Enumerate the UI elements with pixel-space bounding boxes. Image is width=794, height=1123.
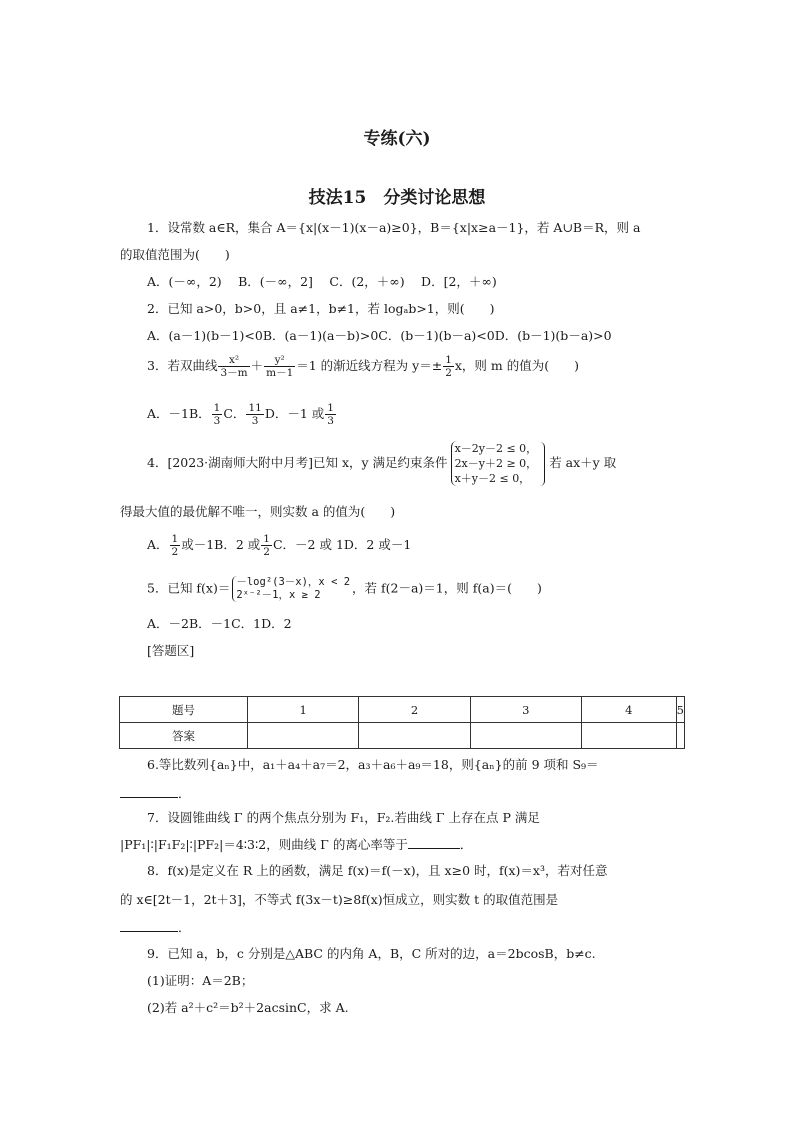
q3-fraction-half-den: 2: [445, 367, 452, 379]
q4-stem: [147, 441, 616, 486]
q3-prefix: 3．若双曲线: [147, 358, 218, 373]
q2-options: A．(a－1)(b－1)<0B．(a－1)(a－b)>0C．(b－1)(b－a)<0D．(b－1)(b－a)>0: [147, 328, 612, 343]
q3-fraction-x: [218, 354, 249, 379]
q3-opt-d-den: 3: [327, 415, 334, 427]
q2-stem: 2．已知 a>0，b>0，且 a≠1，b≠1，若 logₐb>1，则( ): [147, 301, 495, 316]
answer-table-header-cell: 2: [359, 697, 470, 723]
q9-part-2: (2)若 a²＋c²＝b²＋2acsinC，求 A.: [147, 1000, 349, 1015]
q5-piece-1: －log²(3－x)，x < 2: [236, 576, 351, 588]
q4-prefix: 4．[2023·湖南师大附中月考]已知 x，y 满足约束条件: [147, 455, 448, 470]
q3-suffix: x，则 m 的值为( ): [454, 358, 579, 373]
q4-opt-a-fraction: [170, 533, 181, 558]
q5-prefix: 5．已知 f(x)＝: [147, 580, 231, 596]
answer-table-header-cell: 5: [676, 697, 684, 723]
q5-stem: [147, 576, 542, 602]
q3-mid: ＝1 的渐近线方程为 y＝±: [296, 358, 443, 373]
q3-fraction-y: [264, 354, 295, 379]
q4-brace-right: [540, 442, 545, 486]
answer-cell-1[interactable]: [248, 723, 359, 749]
q4-opt-a-den: 2: [171, 546, 179, 558]
q8-period: ．: [178, 920, 191, 935]
q3-opt-b-num: 1: [213, 402, 221, 414]
q6-stem-line1: 6.等比数列{aₙ}中，a₁＋a₄＋a₇＝2，a₃＋a₆＋a₉＝18，则{aₙ}的前 9 项和 S₉＝: [147, 757, 599, 772]
answer-cell-2[interactable]: [359, 723, 470, 749]
q4-stem-line2: 得最大值的最优解不唯一，则实数 a 的值为( ): [120, 504, 396, 519]
q1-stem-line2: 的取值范围为( ): [120, 247, 230, 262]
q4-opt-a: A．: [147, 537, 169, 552]
q1-stem-line1: 1．设常数 a∈R，集合 A＝{x|(x－1)(x－a)≥0}，B＝{x|x≥a－1}，若 A∪B＝R，则 a: [147, 220, 641, 235]
q5-suffix: ，若 f(2－a)＝1，则 f(a)＝( ): [352, 580, 542, 596]
q5-options: A．－2B．－1C．1D．2: [147, 616, 292, 631]
q3-opt-c: C．: [223, 406, 246, 421]
q4-constraint-1: x－2y－2 ≤ 0，: [454, 442, 538, 455]
q3-plus: ＋: [250, 358, 264, 373]
q4-opt-b: 或－1B．2 或: [181, 537, 261, 552]
q3-opt-c-den: 3: [251, 415, 259, 427]
q3-opt-a: A．－1B．: [147, 406, 211, 421]
q8-stem-line3: [120, 919, 191, 936]
q3-fraction-half-num: 1: [445, 354, 452, 366]
q4-options: [147, 533, 411, 558]
q6-stem-line2: [120, 785, 191, 802]
q3-stem: [147, 354, 579, 379]
q4-opt-a-num: 1: [171, 533, 179, 545]
answer-table-header-cell: 4: [581, 697, 676, 723]
answer-cell-3[interactable]: [470, 723, 581, 749]
q3-options: [147, 402, 337, 427]
q6-answer-blank[interactable]: [120, 785, 178, 798]
q3-opt-d-num: 1: [327, 402, 334, 414]
q3-opt-b-den: 3: [213, 415, 221, 427]
q4-suffix: 若 ax＋y 取: [549, 455, 617, 470]
q5-piecewise: [232, 576, 350, 602]
answer-table-header-row: [120, 697, 685, 723]
q7-stem-line2: [120, 836, 472, 853]
q4-constraint-system: [451, 441, 538, 486]
q3-fraction-half: [443, 354, 454, 379]
q7-stem-line1: 7．设圆锥曲线 Γ 的两个焦点分别为 F₁，F₂.若曲线 Γ 上存在点 P 满足: [147, 810, 540, 825]
q7-line2-text: |PF₁|∶|F₁F₂|∶|PF₂|＝4∶3∶2，则曲线 Γ 的离心率等于: [120, 837, 408, 852]
q7-period: ．: [459, 837, 473, 852]
q6-period: ．: [178, 786, 191, 801]
q3-fraction-x-den: 3－m: [220, 367, 248, 379]
q4-opt-rest: C．－2 或 1D．2 或－1: [272, 537, 412, 552]
q8-stem-line2: 的 x∈[2t－1，2t＋3]，不等式 f(3x－t)≥8f(x)恒成立，则实数 t 的取值范围是: [120, 892, 559, 907]
q5-piece-2: 2ˣ⁻²－1，x ≥ 2: [236, 589, 321, 601]
q4-opt-b-num: 1: [263, 533, 270, 545]
q3-opt-b-fraction: [212, 402, 223, 427]
q3-opt-c-fraction: [246, 402, 263, 427]
answer-table: [119, 696, 685, 749]
q3-opt-c-num: 11: [248, 402, 262, 414]
section-title: 技法15 分类讨论思想: [308, 188, 486, 208]
q4-constraint-3: x＋y－2 ≤ 0，: [454, 472, 531, 485]
q8-answer-blank[interactable]: [120, 919, 178, 932]
q3-fraction-y-den: m－1: [266, 367, 294, 379]
answer-table-header-cell: 3: [470, 697, 581, 723]
answer-table-header-cell: 题号: [120, 697, 248, 723]
q9-part-1: (1)证明：A＝2B；: [147, 973, 254, 988]
page-title: 专练(六): [363, 129, 431, 149]
answer-cell-5[interactable]: [676, 723, 684, 749]
q4-opt-b-den: 2: [263, 546, 270, 558]
q1-options: A．(－∞，2) B．(－∞，2] C．(2，＋∞) D．[2，＋∞): [147, 274, 497, 289]
answer-table-answer-row: [120, 723, 685, 749]
q3-fraction-x-num: x²: [218, 354, 249, 367]
q3-opt-d-fraction: [325, 402, 336, 427]
q4-opt-b-fraction: [261, 533, 272, 558]
q7-answer-blank[interactable]: [408, 836, 460, 849]
q3-fraction-y-num: y²: [264, 354, 295, 367]
answer-area-label: [答题区]: [147, 643, 195, 658]
answer-cell-4[interactable]: [581, 723, 676, 749]
answer-table-header-cell: 1: [248, 697, 359, 723]
q4-constraint-2: 2x－y＋2 ≥ 0，: [454, 457, 538, 470]
q8-stem-line1: 8．f(x)是定义在 R 上的函数，满足 f(x)＝f(－x)，且 x≥0 时，f(x)＝x³，若对任意: [147, 863, 608, 878]
q9-stem: 9．已知 a，b，c 分别是△ABC 的内角 A，B，C 所对的边，a＝2bcosB，b≠c.: [147, 946, 596, 961]
answer-table-row-label: 答案: [120, 723, 248, 749]
q3-opt-d: D．－1 或: [264, 406, 325, 421]
